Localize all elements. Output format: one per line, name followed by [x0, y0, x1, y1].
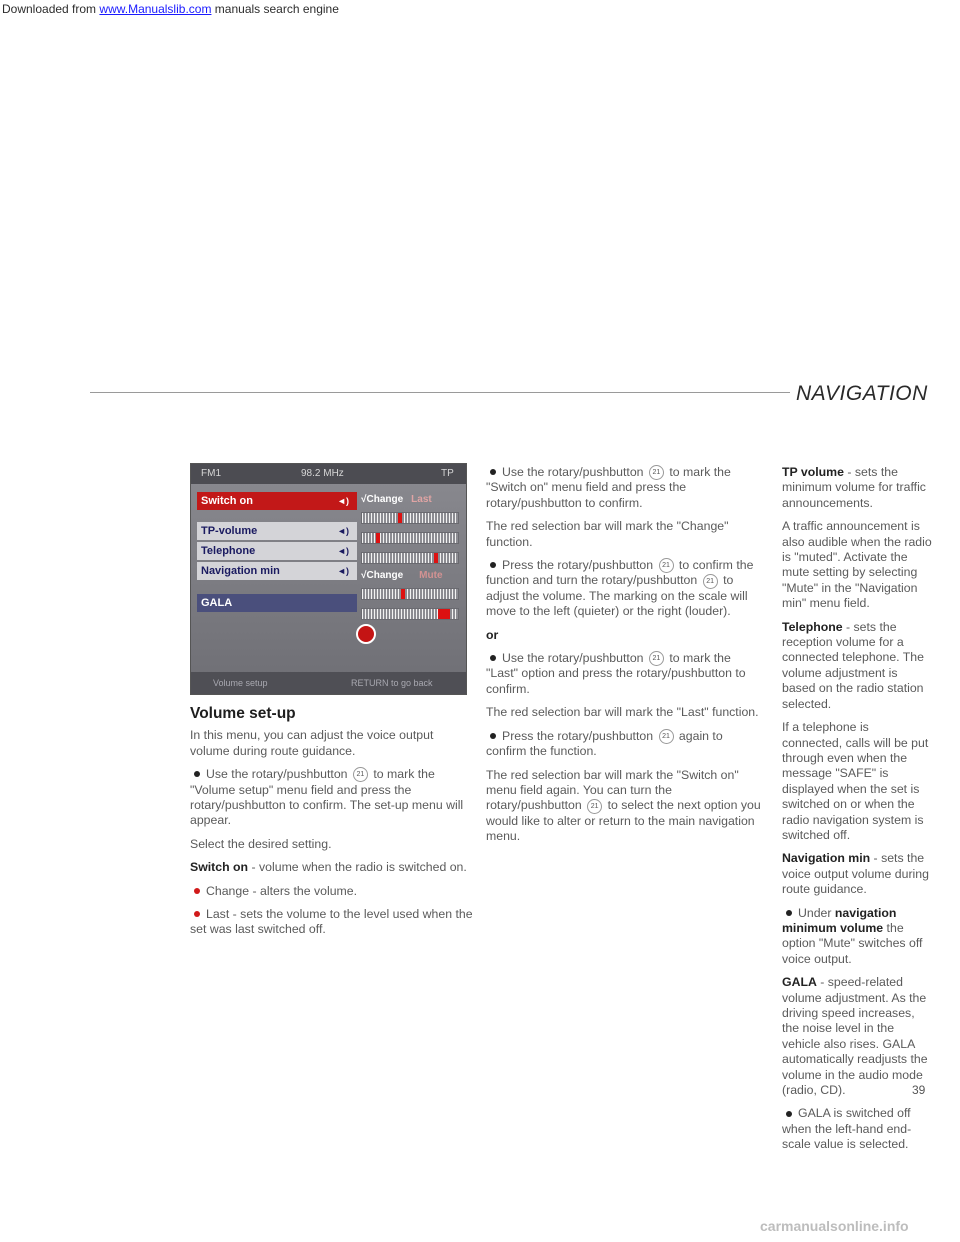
banner-lead-text: Downloaded from: [2, 2, 97, 16]
col3-telephone: Telephone - sets the reception volume for a connected telephone. The volume adjustment is based on the radio station selected.: [782, 619, 924, 711]
col1-change: Change - alters the volume.: [190, 884, 475, 899]
knob-21-icon: 21: [703, 574, 718, 589]
col1-switch-on: Switch on - volume when the radio is switched on.: [190, 860, 467, 875]
knob-21-icon: 21: [587, 799, 602, 814]
scale-marker: [401, 589, 405, 599]
knob-21-icon: 21: [649, 651, 664, 666]
screen-return-label: RETURN to go back: [351, 678, 433, 688]
col1-intro: In this menu, you can adjust the voice output volume during route guidance.: [190, 728, 434, 758]
col1-bullet-1: Use the rotary/pushbutton 21 to mark the "Volume setup" menu field and press the rotary/pushbutton to confirm. The set-up menu will appear.: [190, 767, 464, 828]
download-banner: [0, 0, 960, 20]
speaker-icon: ◄): [337, 546, 349, 556]
column-2: [486, 465, 766, 853]
screen-band: FM1: [201, 468, 221, 479]
volume-scale-switch-on: [361, 512, 459, 524]
screen-tp: TP: [441, 468, 454, 479]
menu-navigation-min: Navigation min ◄): [197, 562, 357, 580]
speaker-icon: ◄): [337, 566, 349, 576]
banner-tail-text: manuals search engine: [214, 2, 339, 16]
col2-p1: The red selection bar will mark the "Change" function.: [486, 519, 729, 549]
col1-last: Last - sets the volume to the level used when the set was last switched off.: [190, 907, 473, 937]
footer-watermark: carmanualsonline.info: [760, 1218, 909, 1234]
change-row-1: √Change Last: [361, 494, 432, 505]
knob-21-icon: 21: [353, 767, 368, 782]
volume-scale-tp: [361, 532, 459, 544]
screen-footer-bar: [191, 672, 466, 694]
column-3: [782, 465, 932, 1161]
page-number: 39: [912, 1083, 926, 1097]
menu-tp-volume: TP-volume ◄): [197, 522, 357, 540]
col2-bullet-2: Press the rotary/pushbutton 21 to confirm the function and turn the rotary/pushbutton 21 to adjust the volume. The marking on the scale will move to the left (quieter) or the right (louder).: [486, 558, 754, 619]
option-mute: Mute: [419, 570, 443, 581]
knob-21-icon: 21: [649, 465, 664, 480]
scale-marker: [398, 513, 402, 523]
menu-telephone: Telephone ◄): [197, 542, 357, 560]
col2-bullet-4: Press the rotary/pushbutton 21 again to confirm the function.: [486, 728, 723, 759]
red-bullet-icon: [194, 911, 200, 917]
col3-tp-volume: TP volume - sets the minimum volume for traffic announcements.: [782, 465, 926, 510]
col1-select: Select the desired setting.: [190, 836, 332, 851]
bullet-icon: [786, 910, 792, 916]
col3-p1: A traffic announcement is also audible when the radio is "muted". Activate the mute setting by selecting "Mute" in the "Navigation min" menu field.: [782, 519, 932, 611]
screen-status-bar: [191, 464, 466, 484]
col2-p2: The red selection bar will mark the "Last" function.: [486, 705, 759, 720]
screen-volume-setup-label: Volume setup: [213, 678, 268, 688]
col2-p3: The red selection bar will mark the "Switch on" menu field again. You can turn the rotary/pushbutton 21 to select the next option you would like to alter or return to the main navigation menu.: [486, 767, 761, 844]
volume-scale-gala: [361, 608, 459, 620]
red-bullet-icon: [194, 888, 200, 894]
bullet-icon: [786, 1111, 792, 1117]
scale-marker: [376, 533, 380, 543]
scale-marker: [438, 609, 450, 619]
knob-21-icon: 21: [659, 558, 674, 573]
volume-setup-heading: Volume set-up: [190, 705, 296, 722]
radio-screen-illustration: [190, 463, 467, 695]
col3-bullet-2: GALA is switched off when the left-hand end-scale value is selected.: [782, 1106, 912, 1152]
speaker-icon: ◄): [337, 496, 349, 506]
col3-bullet-1: Under navigation minimum volume the option "Mute" switches off voice output.: [782, 905, 923, 966]
screen-logo-icon: [356, 624, 376, 644]
menu-gala: GALA: [197, 594, 357, 612]
bullet-icon: [490, 733, 496, 739]
col3-navigation-min: Navigation min - sets the voice output volume during route guidance.: [782, 851, 929, 897]
manualslib-link[interactable]: www.Manualslib.com: [99, 2, 212, 16]
col2-or: or: [486, 627, 499, 642]
col3-p2: If a telephone is connected, calls will be put through even when the message "SAFE" is displayed when the set is switched on or when the radio navigation system is switched off.: [782, 720, 929, 842]
scale-marker: [434, 553, 438, 563]
volume-scale-navigation: [361, 588, 459, 600]
menu-switch-on: Switch on ◄): [197, 492, 357, 510]
change-row-2: √Change Mute: [361, 570, 443, 581]
section-title: NAVIGATION: [796, 382, 928, 405]
volume-scale-telephone: [361, 552, 459, 564]
column-1: [190, 706, 475, 946]
col2-bullet-3: Use the rotary/pushbutton 21 to mark the "Last" option and press the rotary/pushbutton to confirm.: [486, 651, 746, 696]
knob-21-icon: 21: [659, 729, 674, 744]
option-last: Last: [411, 494, 432, 505]
bullet-icon: [490, 655, 496, 661]
bullet-icon: [490, 562, 496, 568]
speaker-icon: ◄): [337, 526, 349, 536]
header-rule: [90, 392, 790, 393]
col3-gala: GALA - speed-related volume adjustment. As the driving speed increases, the noise level in the vehicle also rises. GALA automatically readjusts the volume in the audio mode (radio, CD).: [782, 975, 928, 1098]
bullet-icon: [194, 771, 200, 777]
col2-bullet-1: Use the rotary/pushbutton 21 to mark the "Switch on" menu field and press the rotary/pushbutton to confirm.: [486, 465, 731, 510]
bullet-icon: [490, 469, 496, 475]
screen-frequency: 98.2 MHz: [301, 468, 344, 479]
